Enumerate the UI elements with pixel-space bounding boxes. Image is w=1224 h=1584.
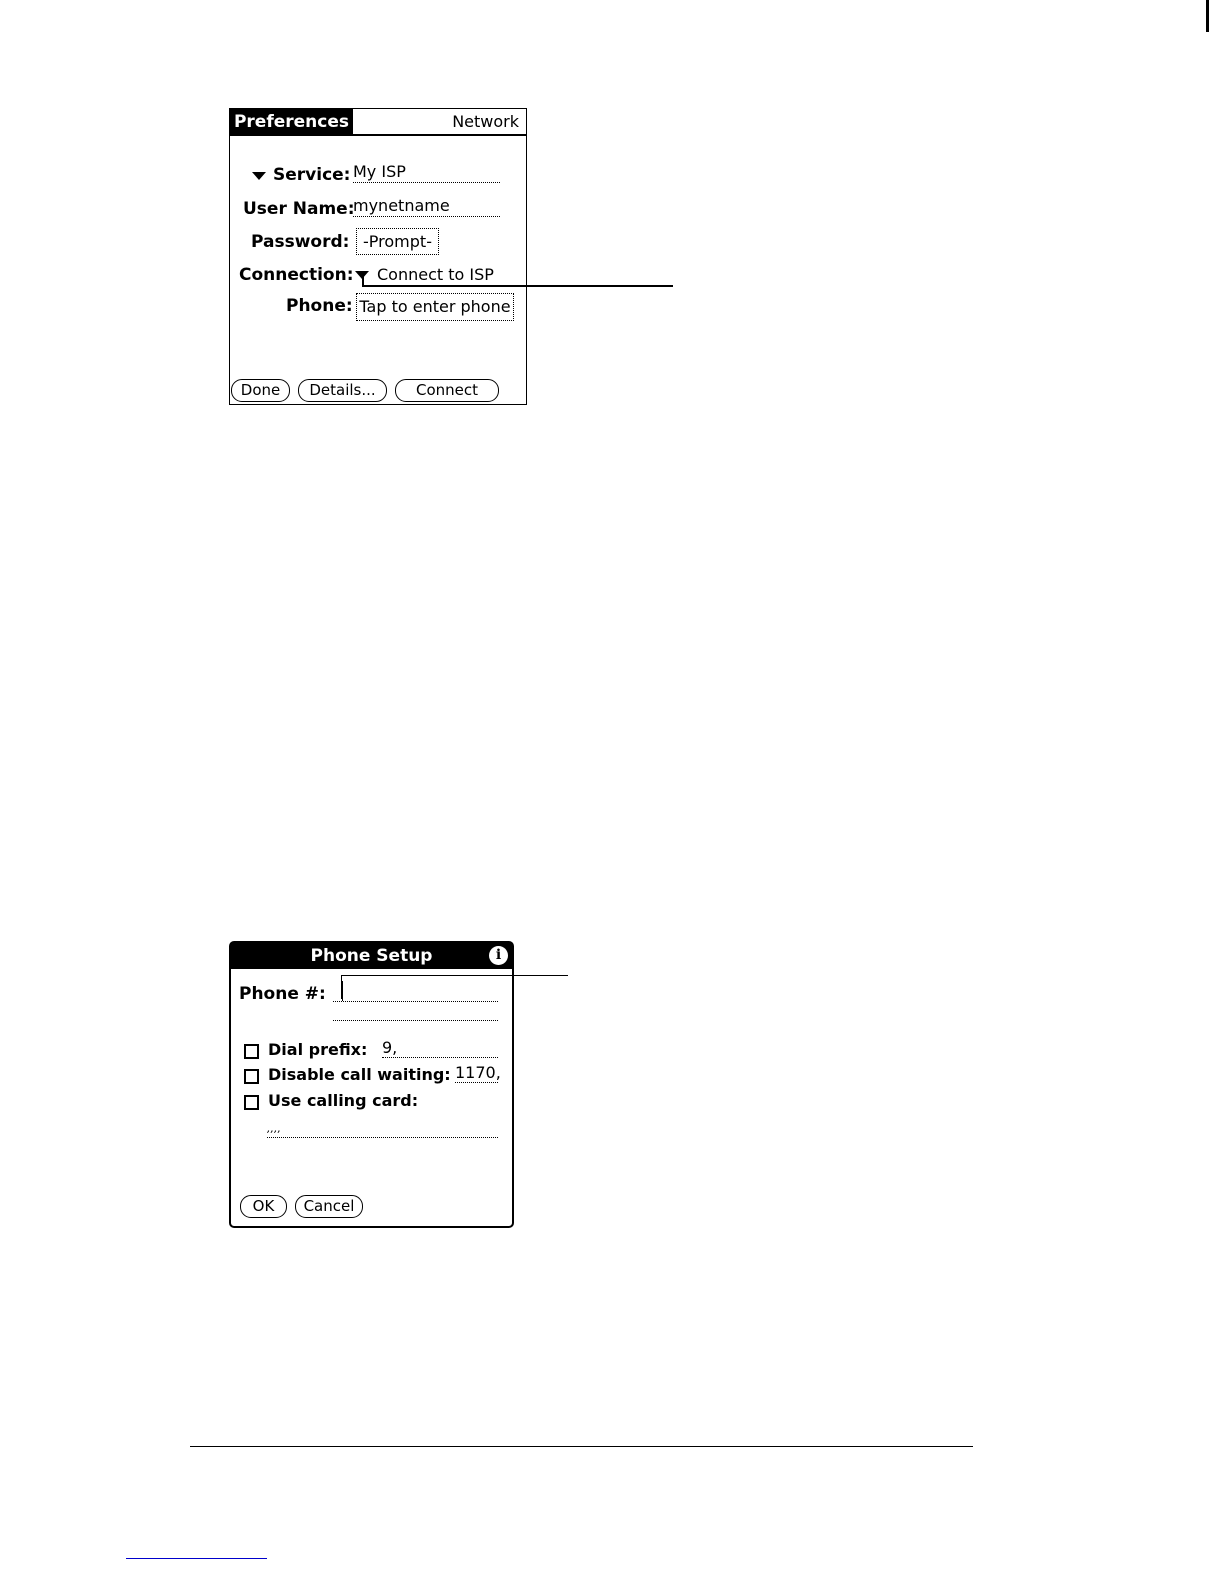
service-field[interactable] bbox=[353, 162, 500, 183]
footer-rule bbox=[190, 1446, 973, 1447]
phone-label: Phone: bbox=[286, 296, 353, 316]
dial-prefix-field[interactable] bbox=[382, 1038, 498, 1058]
ok-button[interactable]: OK bbox=[240, 1195, 287, 1218]
password-selector[interactable] bbox=[356, 228, 439, 255]
connection-callout-tick bbox=[362, 276, 364, 286]
call-waiting-label: Disable call waiting: bbox=[268, 1065, 451, 1084]
service-label: Service: bbox=[273, 165, 351, 185]
info-icon[interactable]: i bbox=[489, 946, 508, 965]
dialog-title-bar bbox=[231, 943, 512, 969]
calling-card-value: ,,,, bbox=[267, 1122, 281, 1135]
dialog-title: Phone Setup bbox=[310, 946, 433, 966]
connection-label: Connection: bbox=[239, 265, 354, 285]
network-preferences-screen bbox=[229, 108, 527, 405]
connection-callout-line bbox=[362, 285, 673, 287]
phone-selector[interactable] bbox=[356, 293, 514, 321]
panel-picker-label: Network bbox=[452, 112, 519, 131]
username-value: mynetname bbox=[353, 196, 450, 215]
service-dropdown-icon[interactable] bbox=[252, 172, 266, 180]
phone-field-callout-tick bbox=[341, 975, 342, 999]
call-waiting-checkbox[interactable] bbox=[244, 1069, 259, 1084]
footer-link-underline[interactable] bbox=[126, 1558, 267, 1559]
dial-prefix-checkbox[interactable] bbox=[244, 1044, 259, 1059]
username-label: User Name: bbox=[243, 199, 355, 219]
phone-value: Tap to enter phone bbox=[359, 297, 511, 316]
service-value: My ISP bbox=[353, 162, 406, 181]
phone-number-field[interactable] bbox=[333, 982, 498, 1002]
calling-card-field[interactable] bbox=[267, 1121, 498, 1138]
password-value: -Prompt- bbox=[363, 232, 432, 251]
text-cursor bbox=[342, 981, 343, 1001]
page-edge-marker bbox=[1206, 0, 1209, 32]
username-field[interactable] bbox=[353, 196, 500, 217]
calling-card-label: Use calling card: bbox=[268, 1091, 419, 1110]
connect-button[interactable]: Connect bbox=[395, 379, 499, 402]
title-divider bbox=[230, 134, 526, 136]
cancel-button[interactable]: Cancel bbox=[295, 1195, 363, 1218]
screen-title: Preferences bbox=[233, 112, 350, 132]
phone-setup-dialog bbox=[229, 941, 514, 1228]
call-waiting-value: 1170, bbox=[455, 1063, 501, 1082]
done-button[interactable]: Done bbox=[231, 379, 290, 402]
dial-prefix-value: 9, bbox=[382, 1038, 398, 1057]
screen-title-tab bbox=[230, 109, 353, 134]
dial-prefix-label: Dial prefix: bbox=[268, 1040, 368, 1059]
call-waiting-field[interactable] bbox=[455, 1063, 501, 1083]
phone-number-field-line2[interactable] bbox=[333, 1005, 498, 1021]
phone-field-callout-line bbox=[341, 975, 568, 976]
details-button[interactable]: Details... bbox=[298, 379, 387, 402]
phone-number-label: Phone #: bbox=[239, 984, 326, 1004]
connection-value[interactable]: Connect to ISP bbox=[377, 265, 494, 284]
calling-card-checkbox[interactable] bbox=[244, 1095, 259, 1110]
panel-picker[interactable] bbox=[452, 112, 519, 132]
password-label: Password: bbox=[251, 232, 350, 252]
